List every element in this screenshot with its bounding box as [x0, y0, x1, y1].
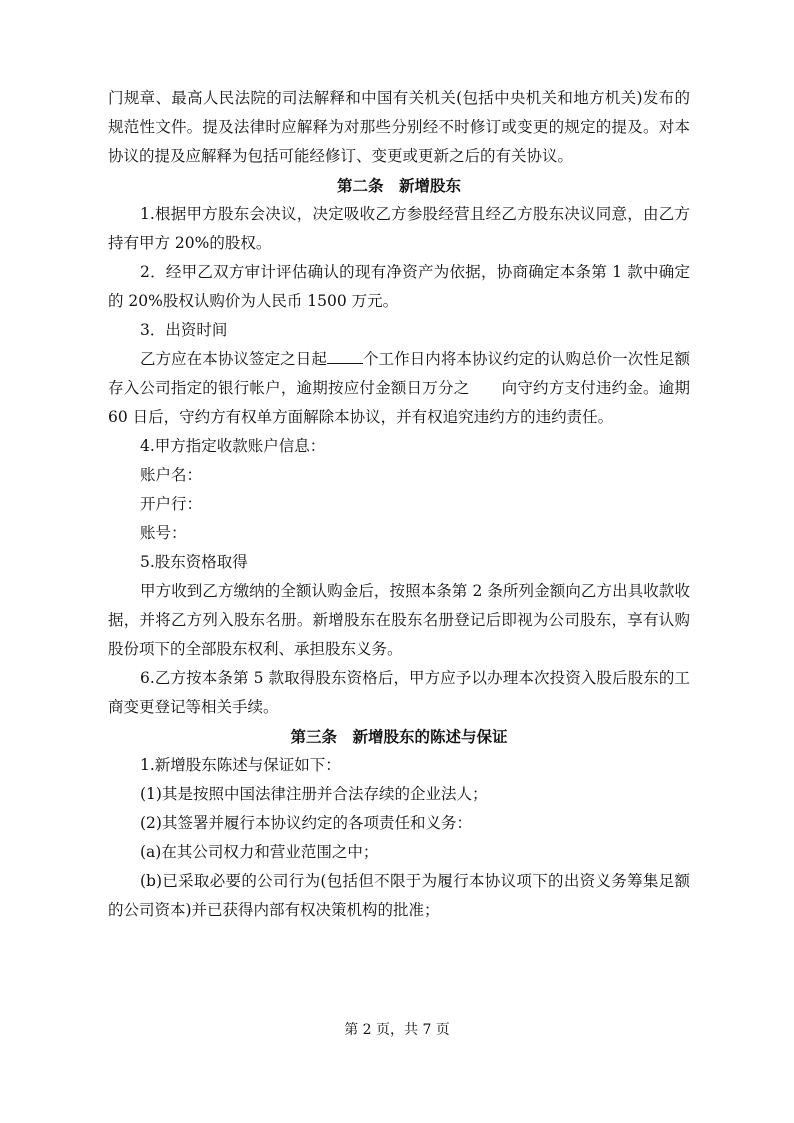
account-name-line: 账户名： — [140, 466, 203, 484]
workdays-blank — [327, 349, 363, 364]
article-2-clause-2: 2．经甲乙双方审计评估确认的现有净资产为依据，协商确定本条第 1 款中确定的 20%股权认购价为人民币 1500 万元。 — [108, 263, 690, 310]
article-2-clause-5-body: 甲方收到乙方缴纳的全额认购金后，按照本条第 2 条所列金额向乙方出具收款收据，并将乙方列入股东名册。新增股东在股东名册登记后即视为公司股东，享有认购股份项下的全部股东权利、承担股东义务。 — [108, 582, 690, 658]
document-body — [108, 84, 690, 925]
bank-line: 开户行： — [140, 495, 203, 513]
article-3-item-1: (1)其是按照中国法律注册并合法存续的企业法人； — [140, 785, 488, 803]
article-3-heading: 第三条 新增股东的陈述与保证 — [290, 727, 508, 746]
article-2-clause-1: 1.根据甲方股东会决议，决定吸收乙方参股经营且经乙方股东决议同意，由乙方持有甲方 20%的股权。 — [108, 205, 690, 252]
article-3-item-b: (b)已采取必要的公司行为(包括但不限于为履行本协议项下的出资义务筹集足额的公司资本)并已获得内部有权决策机构的批准； — [108, 872, 690, 919]
account-number-line: 账号： — [140, 524, 187, 542]
intro-paragraph: 门规章、最高人民法院的司法解释和中国有关机关(包括中央机关和地方机关)发布的规范性文件。提及法律时应解释为对那些分别经不时修订或变更的规定的提及。对本协议的提及应解释为包括可能经修订、变更或更新之后的有关协议。 — [108, 89, 690, 165]
clause-3-text-c: 向守约方支付违约金。逾期 60 日后，守约方有权单方面解除本协议，并有权追究违约方的违约责任。 — [108, 379, 690, 426]
article-2-heading: 第二条 新增股东 — [336, 176, 461, 195]
article-2-clause-3-title: 3．出资时间 — [140, 321, 228, 339]
article-2-clause-3-body — [108, 345, 690, 432]
article-3-clause-1: 1.新增股东陈述与保证如下： — [140, 756, 341, 774]
article-3-item-2: (2)其签署并履行本协议约定的各项责任和义务： — [140, 814, 472, 832]
clause-3-text-b: 个工作日内将本协议约定的认购总价一次性足额存入公司指定的银行帐户，逾期按应付金额日万分之 — [108, 350, 690, 397]
page-footer: 第 2 页，共 7 页 — [344, 1022, 450, 1038]
article-2-clause-4-title: 4.甲方指定收款账户信息： — [140, 437, 326, 455]
article-3-item-a: (a)在其公司权力和营业范围之中； — [140, 843, 379, 861]
article-2-clause-5-title: 5.股东资格取得 — [140, 553, 248, 571]
clause-3-text-a: 乙方应在本协议签定之日起 — [140, 350, 327, 368]
article-2-clause-6: 6.乙方按本条第 5 款取得股东资格后，甲方应予以办理本次投资入股后股东的工商变更登记等相关手续。 — [108, 669, 690, 716]
